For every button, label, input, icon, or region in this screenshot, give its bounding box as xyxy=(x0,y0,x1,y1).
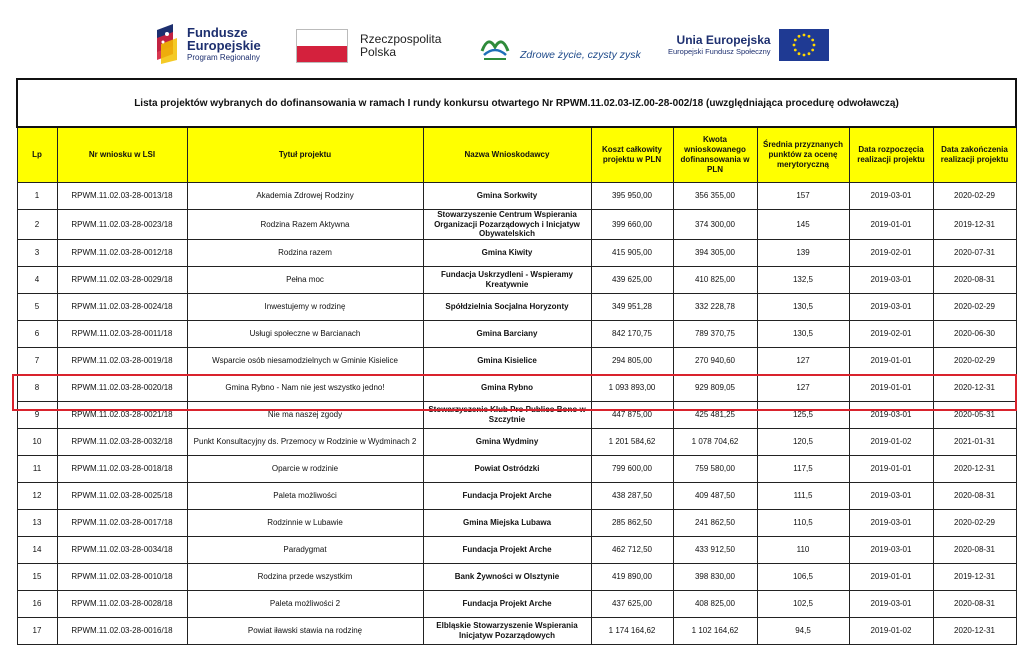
cell-srednia-punktow: 127 xyxy=(757,347,849,374)
table-row xyxy=(17,401,1016,428)
table-row xyxy=(17,482,1016,509)
cell-koszt-calkowity: 1 174 164,62 xyxy=(591,617,673,644)
cell-data-zakonczenia: 2020-06-30 xyxy=(933,320,1016,347)
table-row xyxy=(17,293,1016,320)
cell-lp: 8 xyxy=(17,374,57,401)
cell-nr-wniosku: RPWM.11.02.03-28-0013/18 xyxy=(57,183,187,210)
cell-nazwa-wnioskodawcy: Spółdzielnia Socjalna Horyzonty xyxy=(423,293,591,320)
cell-nr-wniosku: RPWM.11.02.03-28-0021/18 xyxy=(57,401,187,428)
header-nazwa-wnioskodawcy: Nazwa Wnioskodawcy xyxy=(423,127,591,183)
cell-srednia-punktow: 157 xyxy=(757,183,849,210)
rzeczpospolita-line1: Rzeczpospolita xyxy=(360,31,442,46)
table-row xyxy=(17,563,1016,590)
table-row xyxy=(17,210,1016,240)
cell-kwota-dofinansowania: 929 809,05 xyxy=(673,374,757,401)
cell-srednia-punktow: 125,5 xyxy=(757,401,849,428)
cell-data-rozpoczecia: 2019-02-01 xyxy=(849,320,933,347)
cell-data-rozpoczecia: 2019-03-01 xyxy=(849,293,933,320)
cell-koszt-calkowity: 799 600,00 xyxy=(591,455,673,482)
header-kwota-dofinansowania: Kwota wnioskowanego dofinansowania w PLN xyxy=(673,127,757,183)
table-row xyxy=(17,509,1016,536)
cell-lp: 3 xyxy=(17,239,57,266)
unia-europejska-logo xyxy=(668,29,829,61)
cell-nr-wniosku: RPWM.11.02.03-28-0034/18 xyxy=(57,536,187,563)
cell-nr-wniosku: RPWM.11.02.03-28-0025/18 xyxy=(57,482,187,509)
cell-kwota-dofinansowania: 433 912,50 xyxy=(673,536,757,563)
cell-nazwa-wnioskodawcy: Gmina Sorkwity xyxy=(423,183,591,210)
cell-koszt-calkowity: 294 805,00 xyxy=(591,347,673,374)
cell-data-zakonczenia: 2020-07-31 xyxy=(933,239,1016,266)
table-row xyxy=(17,320,1016,347)
cell-data-zakonczenia: 2020-08-31 xyxy=(933,536,1016,563)
cell-data-rozpoczecia: 2019-03-01 xyxy=(849,183,933,210)
cell-nr-wniosku: RPWM.11.02.03-28-0012/18 xyxy=(57,239,187,266)
cell-nr-wniosku: RPWM.11.02.03-28-0029/18 xyxy=(57,266,187,293)
logo-strip xyxy=(0,0,1024,78)
cell-data-rozpoczecia: 2019-03-01 xyxy=(849,401,933,428)
cell-tytul-projektu: Nie ma naszej zgody xyxy=(187,401,423,428)
warmia-mazury-logo xyxy=(478,33,641,63)
cell-lp: 10 xyxy=(17,428,57,455)
cell-data-zakonczenia: 2020-02-29 xyxy=(933,293,1016,320)
cell-nazwa-wnioskodawcy: Fundacja Projekt Arche xyxy=(423,536,591,563)
cell-kwota-dofinansowania: 759 580,00 xyxy=(673,455,757,482)
cell-srednia-punktow: 111,5 xyxy=(757,482,849,509)
unia-line2: Europejski Fundusz Społeczny xyxy=(668,46,771,56)
cell-kwota-dofinansowania: 408 825,00 xyxy=(673,590,757,617)
cell-nazwa-wnioskodawcy: Gmina Barciany xyxy=(423,320,591,347)
cell-data-zakonczenia: 2019-12-31 xyxy=(933,210,1016,240)
table-row xyxy=(17,183,1016,210)
cell-koszt-calkowity: 1 093 893,00 xyxy=(591,374,673,401)
cell-data-rozpoczecia: 2019-01-02 xyxy=(849,617,933,644)
cell-srednia-punktow: 130,5 xyxy=(757,293,849,320)
cell-srednia-punktow: 120,5 xyxy=(757,428,849,455)
cell-data-zakonczenia: 2020-02-29 xyxy=(933,183,1016,210)
cell-lp: 17 xyxy=(17,617,57,644)
fundusze-line1: Fundusze xyxy=(187,24,248,40)
cell-tytul-projektu: Inwestujemy w rodzinę xyxy=(187,293,423,320)
rzeczpospolita-logo xyxy=(296,29,441,63)
cell-nazwa-wnioskodawcy: Gmina Wydminy xyxy=(423,428,591,455)
cell-data-zakonczenia: 2020-12-31 xyxy=(933,617,1016,644)
cell-srednia-punktow: 110,5 xyxy=(757,509,849,536)
cell-kwota-dofinansowania: 356 355,00 xyxy=(673,183,757,210)
cell-data-rozpoczecia: 2019-03-01 xyxy=(849,536,933,563)
cell-data-rozpoczecia: 2019-01-01 xyxy=(849,347,933,374)
fundusze-line3: Program Regionalny xyxy=(187,52,260,62)
cell-lp: 1 xyxy=(17,183,57,210)
cell-data-zakonczenia: 2020-12-31 xyxy=(933,374,1016,401)
cell-tytul-projektu: Paleta możliwości xyxy=(187,482,423,509)
cell-data-zakonczenia: 2020-08-31 xyxy=(933,590,1016,617)
header-data-zakonczenia: Data zakończenia realizacji projektu xyxy=(933,127,1016,183)
cell-tytul-projektu: Paleta możliwości 2 xyxy=(187,590,423,617)
warmia-slogan: Zdrowe życie, czysty zysk xyxy=(520,49,641,61)
cell-tytul-projektu: Rodzina przede wszystkim xyxy=(187,563,423,590)
cell-koszt-calkowity: 1 201 584,62 xyxy=(591,428,673,455)
cell-koszt-calkowity: 415 905,00 xyxy=(591,239,673,266)
cell-data-rozpoczecia: 2019-01-01 xyxy=(849,455,933,482)
cell-koszt-calkowity: 842 170,75 xyxy=(591,320,673,347)
cell-nr-wniosku: RPWM.11.02.03-28-0017/18 xyxy=(57,509,187,536)
cell-lp: 16 xyxy=(17,590,57,617)
table-title: Lista projektów wybranych do dofinansowania w ramach I rundy konkursu otwartego Nr RPWM.11.02.03-IZ.00-28-002/18 (uwzględniająca procedurę odwoławczą) xyxy=(17,79,1016,127)
cell-nazwa-wnioskodawcy: Bank Żywności w Olsztynie xyxy=(423,563,591,590)
header-koszt-calkowity: Koszt całkowity projektu w PLN xyxy=(591,127,673,183)
cell-nr-wniosku: RPWM.11.02.03-28-0011/18 xyxy=(57,320,187,347)
cell-kwota-dofinansowania: 409 487,50 xyxy=(673,482,757,509)
table-row xyxy=(17,428,1016,455)
header-srednia-punktow: Średnia przyznanych punktów za ocenę merytoryczną xyxy=(757,127,849,183)
header-nr-wniosku: Nr wniosku w LSI xyxy=(57,127,187,183)
cell-nr-wniosku: RPWM.11.02.03-28-0024/18 xyxy=(57,293,187,320)
table-row xyxy=(17,617,1016,644)
cell-kwota-dofinansowania: 789 370,75 xyxy=(673,320,757,347)
cell-data-zakonczenia: 2020-02-29 xyxy=(933,509,1016,536)
cell-srednia-punktow: 139 xyxy=(757,239,849,266)
cell-koszt-calkowity: 285 862,50 xyxy=(591,509,673,536)
cell-koszt-calkowity: 462 712,50 xyxy=(591,536,673,563)
cell-srednia-punktow: 127 xyxy=(757,374,849,401)
cell-kwota-dofinansowania: 398 830,00 xyxy=(673,563,757,590)
cell-nazwa-wnioskodawcy: Powiat Ostródzki xyxy=(423,455,591,482)
cell-data-rozpoczecia: 2019-03-01 xyxy=(849,482,933,509)
cell-nr-wniosku: RPWM.11.02.03-28-0020/18 xyxy=(57,374,187,401)
cell-lp: 4 xyxy=(17,266,57,293)
cell-koszt-calkowity: 399 660,00 xyxy=(591,210,673,240)
fundusze-europejskie-logo xyxy=(155,24,261,64)
cell-kwota-dofinansowania: 270 940,60 xyxy=(673,347,757,374)
cell-tytul-projektu: Powiat iławski stawia na rodzinę xyxy=(187,617,423,644)
projects-table xyxy=(16,78,1017,645)
unia-line1: Unia Europejska xyxy=(676,32,771,47)
cell-nr-wniosku: RPWM.11.02.03-28-0016/18 xyxy=(57,617,187,644)
cell-kwota-dofinansowania: 1 102 164,62 xyxy=(673,617,757,644)
cell-lp: 15 xyxy=(17,563,57,590)
cell-srednia-punktow: 110 xyxy=(757,536,849,563)
table-row xyxy=(17,455,1016,482)
cell-koszt-calkowity: 438 287,50 xyxy=(591,482,673,509)
cell-nazwa-wnioskodawcy: Gmina Miejska Lubawa xyxy=(423,509,591,536)
cell-tytul-projektu: Rodzinnie w Lubawie xyxy=(187,509,423,536)
cell-data-zakonczenia: 2020-12-31 xyxy=(933,455,1016,482)
cell-nazwa-wnioskodawcy: Fundacja Projekt Arche xyxy=(423,482,591,509)
cell-data-rozpoczecia: 2019-02-01 xyxy=(849,239,933,266)
cell-srednia-punktow: 130,5 xyxy=(757,320,849,347)
cell-lp: 7 xyxy=(17,347,57,374)
cell-nazwa-wnioskodawcy: Fundacja Projekt Arche xyxy=(423,590,591,617)
cell-lp: 14 xyxy=(17,536,57,563)
cell-nazwa-wnioskodawcy: Stowarzyszenie Centrum Wspierania Organizacji Pozarządowych i Inicjatyw Obywatelskich xyxy=(423,210,591,240)
cell-kwota-dofinansowania: 1 078 704,62 xyxy=(673,428,757,455)
cell-srednia-punktow: 106,5 xyxy=(757,563,849,590)
table-row xyxy=(17,536,1016,563)
cell-lp: 5 xyxy=(17,293,57,320)
table-header-row xyxy=(17,127,1016,183)
rzeczpospolita-line2: Polska xyxy=(360,45,397,59)
cell-nr-wniosku: RPWM.11.02.03-28-0023/18 xyxy=(57,210,187,240)
cell-tytul-projektu: Oparcie w rodzinie xyxy=(187,455,423,482)
cell-lp: 9 xyxy=(17,401,57,428)
table-row xyxy=(17,374,1016,401)
cell-data-zakonczenia: 2020-05-31 xyxy=(933,401,1016,428)
table-row xyxy=(17,590,1016,617)
cell-nr-wniosku: RPWM.11.02.03-28-0010/18 xyxy=(57,563,187,590)
cell-kwota-dofinansowania: 425 481,25 xyxy=(673,401,757,428)
cell-tytul-projektu: Gmina Rybno - Nam nie jest wszystko jedno! xyxy=(187,374,423,401)
cell-nazwa-wnioskodawcy: Gmina Kiwity xyxy=(423,239,591,266)
cell-kwota-dofinansowania: 394 305,00 xyxy=(673,239,757,266)
cell-tytul-projektu: Rodzina razem xyxy=(187,239,423,266)
cell-nazwa-wnioskodawcy: Gmina Rybno xyxy=(423,374,591,401)
cell-tytul-projektu: Pełna moc xyxy=(187,266,423,293)
cell-kwota-dofinansowania: 410 825,00 xyxy=(673,266,757,293)
cell-lp: 6 xyxy=(17,320,57,347)
header-lp: Lp xyxy=(17,127,57,183)
cell-data-zakonczenia: 2020-08-31 xyxy=(933,266,1016,293)
cell-data-zakonczenia: 2020-02-29 xyxy=(933,347,1016,374)
cell-lp: 12 xyxy=(17,482,57,509)
header-data-rozpoczecia: Data rozpoczęcia realizacji projektu xyxy=(849,127,933,183)
cell-nr-wniosku: RPWM.11.02.03-28-0019/18 xyxy=(57,347,187,374)
cell-kwota-dofinansowania: 332 228,78 xyxy=(673,293,757,320)
cell-data-rozpoczecia: 2019-03-01 xyxy=(849,266,933,293)
header-tytul-projektu: Tytuł projektu xyxy=(187,127,423,183)
cell-srednia-punktow: 94,5 xyxy=(757,617,849,644)
cell-srednia-punktow: 102,5 xyxy=(757,590,849,617)
table-row xyxy=(17,239,1016,266)
cell-tytul-projektu: Rodzina Razem Aktywna xyxy=(187,210,423,240)
cell-tytul-projektu: Wsparcie osób niesamodzielnych w Gminie Kisielice xyxy=(187,347,423,374)
polish-flag-icon xyxy=(296,29,348,63)
cell-nazwa-wnioskodawcy: Stowarzyszenie Klub Pro Publico Bono w Szczytnie xyxy=(423,401,591,428)
eu-flag-icon xyxy=(779,29,829,61)
table-row xyxy=(17,347,1016,374)
cell-data-rozpoczecia: 2019-01-01 xyxy=(849,210,933,240)
cell-tytul-projektu: Punkt Konsultacyjny ds. Przemocy w Rodzinie w Wydminach 2 xyxy=(187,428,423,455)
cell-kwota-dofinansowania: 374 300,00 xyxy=(673,210,757,240)
cell-data-rozpoczecia: 2019-03-01 xyxy=(849,509,933,536)
cell-data-zakonczenia: 2019-12-31 xyxy=(933,563,1016,590)
fundusze-europejskie-mark-icon xyxy=(155,24,181,64)
cell-tytul-projektu: Usługi społeczne w Barcianach xyxy=(187,320,423,347)
cell-tytul-projektu: Akademia Zdrowej Rodziny xyxy=(187,183,423,210)
cell-nr-wniosku: RPWM.11.02.03-28-0018/18 xyxy=(57,455,187,482)
fundusze-line2: Europejskie xyxy=(187,38,261,54)
cell-data-zakonczenia: 2021-01-31 xyxy=(933,428,1016,455)
cell-koszt-calkowity: 395 950,00 xyxy=(591,183,673,210)
cell-srednia-punktow: 117,5 xyxy=(757,455,849,482)
cell-lp: 2 xyxy=(17,210,57,240)
cell-koszt-calkowity: 349 951,28 xyxy=(591,293,673,320)
cell-nazwa-wnioskodawcy: Gmina Kisielice xyxy=(423,347,591,374)
cell-nazwa-wnioskodawcy: Fundacja Uskrzydleni - Wspieramy Kreatywnie xyxy=(423,266,591,293)
cell-nr-wniosku: RPWM.11.02.03-28-0032/18 xyxy=(57,428,187,455)
cell-lp: 13 xyxy=(17,509,57,536)
table-body xyxy=(17,183,1016,645)
cell-koszt-calkowity: 447 875,00 xyxy=(591,401,673,428)
cell-lp: 11 xyxy=(17,455,57,482)
warmia-mazury-mark-icon xyxy=(478,33,512,63)
cell-srednia-punktow: 132,5 xyxy=(757,266,849,293)
cell-koszt-calkowity: 419 890,00 xyxy=(591,563,673,590)
cell-data-rozpoczecia: 2019-01-01 xyxy=(849,374,933,401)
table-row xyxy=(17,266,1016,293)
cell-koszt-calkowity: 439 625,00 xyxy=(591,266,673,293)
cell-nazwa-wnioskodawcy: Elbląskie Stowarzyszenie Wspierania Inicjatyw Pozarządowych xyxy=(423,617,591,644)
cell-data-rozpoczecia: 2019-01-02 xyxy=(849,428,933,455)
cell-koszt-calkowity: 437 625,00 xyxy=(591,590,673,617)
cell-data-rozpoczecia: 2019-03-01 xyxy=(849,590,933,617)
cell-data-zakonczenia: 2020-08-31 xyxy=(933,482,1016,509)
cell-srednia-punktow: 145 xyxy=(757,210,849,240)
cell-data-rozpoczecia: 2019-01-01 xyxy=(849,563,933,590)
cell-nr-wniosku: RPWM.11.02.03-28-0028/18 xyxy=(57,590,187,617)
cell-kwota-dofinansowania: 241 862,50 xyxy=(673,509,757,536)
cell-tytul-projektu: Paradygmat xyxy=(187,536,423,563)
